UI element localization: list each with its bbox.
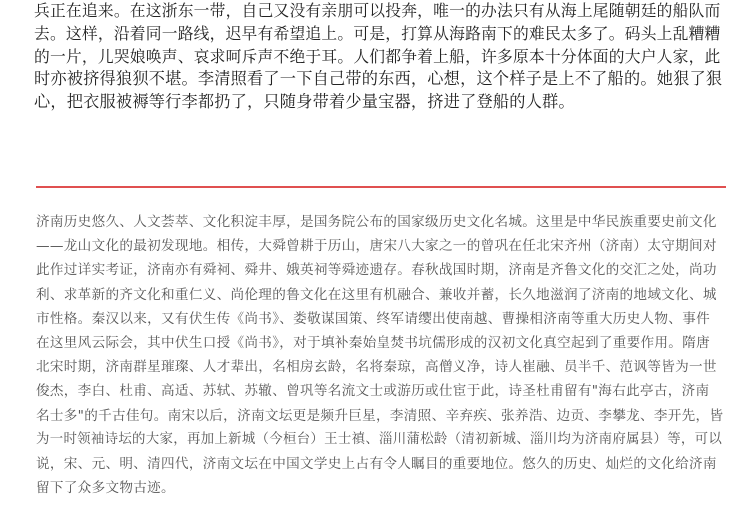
section-divider — [36, 186, 726, 188]
jinan-intro-paragraph — [36, 210, 726, 500]
intro-line: 为一时领袖诗坛的大家，再加上新城（今桓台）王士禛、淄川蒲松龄（清初新城、淄川均为济南府属县）等，可以 — [36, 431, 723, 447]
intro-line: ——龙山文化的最初发现地。相传，大舜曾耕于历山，唐宋八大家之一的曾巩在任北宋齐州（济南）太守期间对 — [36, 238, 717, 255]
intro-line: 北宋时期，济南群星璀璨、人才辈出，名相房玄龄，名将秦琼，高僧义净，诗人崔融、员半千、范讽等皆为一世 — [36, 359, 717, 376]
story-line: 心，把衣服被褥等行李都扔了，只随身带着少量宝器，挤进了登船的人群。 — [34, 92, 575, 112]
intro-line: 市性格。秦汉以来，又有伏生传《尚书》、娄敬谋国策、终军请缨出使南越、曹操相济南等重大历史人物、事件 — [36, 310, 710, 327]
intro-line: 名士多"的千古佳句。南宋以后，济南文坛更是频升巨星，李清照、辛弃疾、张养浩、边贡、李攀龙、李开先，皆 — [36, 407, 724, 424]
intro-line: 济南历史悠久、人文荟萃、文化积淀丰厚，是国务院公布的国家级历史文化名城。这里是中华民族重要史前文化 — [36, 214, 717, 230]
intro-line: 此作过详实考证，济南亦有舜祠、舜井、娥英祠等舜迹遗存。春秋战国时期，济南是齐鲁文化的交汇之处，尚功 — [36, 262, 717, 279]
intro-line: 留下了众多文物古迹。 — [36, 480, 175, 497]
intro-line: 说，宋、元、明、清四代，济南文坛在中国文学史上占有令人瞩目的重要地位。悠久的历史、灿烂的文化给济南 — [36, 455, 717, 472]
intro-line: 利、求革新的齐文化和重仁义、尚伦理的鲁文化在这里有机融合、兼收并蓄，长久地滋润了济南的地域文化、城 — [36, 286, 717, 303]
intro-line: 在这里风云际会，其中伏生口授《尚书》，对于填补秦始皇焚书坑儒形成的汉初文化真空起到了重要作用。隋唐 — [36, 334, 710, 351]
story-paragraph — [34, 0, 724, 114]
story-line: 去。这样，沿着同一路线，迟早有希望追上。可是，打算从海路南下的难民太多了。码头上乱糟糟 — [34, 23, 721, 43]
story-line: 时亦被挤得狼狈不堪。李清照看了一下自己带的东西，心想，这个样子是上不了船的。她狠了狠 — [34, 69, 723, 89]
story-line: 兵正在追来。在这浙东一带，自己又没有亲朋可以投奔，唯一的办法只有从海上尾随朝廷的船队而 — [34, 1, 721, 20]
intro-line: 俊杰，李白、杜甫、高适、苏轼、苏辙、曾巩等名流文士或游历或仕宦于此，诗圣杜甫留有"海右此亭古，济南 — [36, 383, 710, 400]
story-line: 的一片，儿哭娘唤声、哀求呵斥声不绝于耳。人们都争着上船，许多原本十分体面的大户人家，此 — [34, 46, 721, 66]
